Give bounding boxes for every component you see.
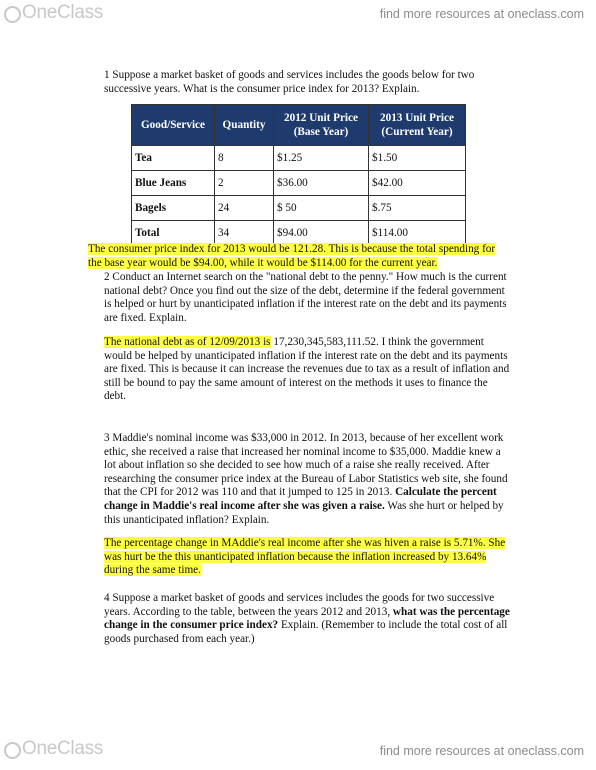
question-text: 4 Suppose a market basket of goods and services includes the goods for two successive years. According to the table, between the years 2012 and 2013,: [104, 592, 495, 618]
question-4: [104, 592, 514, 646]
highlighted-answer: The national debt as of 12/09/2013 is: [104, 336, 271, 348]
answer-1: [88, 243, 508, 270]
table-cell: $114.00: [369, 221, 466, 246]
question-emphasis: what was the percentage change in the consumer price index?: [104, 605, 510, 632]
table-cell: 34: [215, 221, 274, 246]
table-cell: $36.00: [274, 171, 369, 196]
question-3: [104, 432, 514, 527]
oneclass-logo-icon: [4, 742, 21, 759]
table-cell: Tea: [132, 146, 215, 171]
answer-2: [104, 336, 512, 404]
question-text: 3 Maddie's nominal income was $33,000 in 2012. In 2013, because of her excellent work ethic, she received a raise that increased her nominal income to $35,000. Maddie knew a lot about inflation so she decided to see how much of a raise she really received. After researching the consumer price index at the Bureau of Labor Statistics web site, she found that the CPI for 2012 was 110 and that it jumped to 125 in 2013.: [104, 432, 508, 499]
table-cell: $1.50: [369, 146, 466, 171]
table-row: [132, 171, 466, 196]
table-cell: Bagels: [132, 196, 215, 221]
column-header: Quantity: [215, 105, 274, 146]
oneclass-logo-icon: [4, 6, 21, 23]
page-footer: [0, 734, 596, 770]
table-cell: $ 50: [274, 196, 369, 221]
table-cell: $.75: [369, 196, 466, 221]
footer-tagline[interactable]: find more resources at oneclass.com: [379, 744, 584, 758]
table-cell: 2: [215, 171, 274, 196]
oneclass-logo[interactable]: [4, 738, 103, 760]
table-cell: Total: [132, 221, 215, 246]
highlighted-answer: The percentage change in MAddie's real income after she was hiven a raise is 5.71%. She was hurt be the this unanticipated inflation because the inflation increased by 13.64% during the same time.: [104, 537, 506, 577]
table-row: [132, 146, 466, 171]
question-1: 1 Suppose a market basket of goods and services includes the goods below for two successive years. What is the consumer price index for 2013? Explain.: [104, 69, 475, 95]
table-row: [132, 221, 466, 246]
table-cell: $1.25: [274, 146, 369, 171]
question-text: Explain. (Remember to include the total cost of all goods purchased from each year.): [104, 619, 508, 645]
column-header: Good/Service: [132, 105, 215, 146]
question-2: 2 Conduct an Internet search on the "national debt to the penny." How much is the current national debt? Once you find out the size of the debt, determine if the federal government is helped or hurt by unanticipated inflation if the interest rate on the debt and its payments are fixed. Explain.: [104, 271, 507, 324]
answer-3: [104, 537, 514, 578]
logo-text: OneClass: [22, 2, 104, 23]
table-cell: 24: [215, 196, 274, 221]
table-cell: $94.00: [274, 221, 369, 246]
logo-text: OneClass: [22, 738, 104, 759]
column-header: 2012 Unit Price (Base Year): [274, 105, 369, 146]
table-header-row: [132, 105, 466, 146]
table-cell: Blue Jeans: [132, 171, 215, 196]
question-text: Was she hurt or helped by this unanticipated inflation? Explain.: [104, 499, 504, 526]
header-tagline[interactable]: find more resources at oneclass.com: [379, 7, 584, 21]
market-basket-table: [131, 104, 466, 246]
highlighted-answer: The consumer price index for 2013 would be 121.28. This is because the total spending for the base year would be $94.00, while it would be $114.00 for the current year.: [88, 243, 496, 269]
table-cell: 8: [215, 146, 274, 171]
table-cell: $42.00: [369, 171, 466, 196]
question-emphasis: Calculate the percent change in Maddie's real income after she was given a raise.: [104, 486, 497, 512]
page-header: [0, 0, 596, 34]
oneclass-logo[interactable]: [4, 2, 103, 24]
table-row: [132, 196, 466, 221]
column-header: 2013 Unit Price (Current Year): [369, 105, 466, 146]
answer-text: 17,230,345,583,111.52. I think the government would be helped by unanticipated inflation if the interest rate on the debt and its payments are fixed. This is because it can increase the revenues due to tax as a result of inflation and still be bound to pay the same amount of interest on the methods it uses to finance the debt.: [104, 336, 510, 403]
